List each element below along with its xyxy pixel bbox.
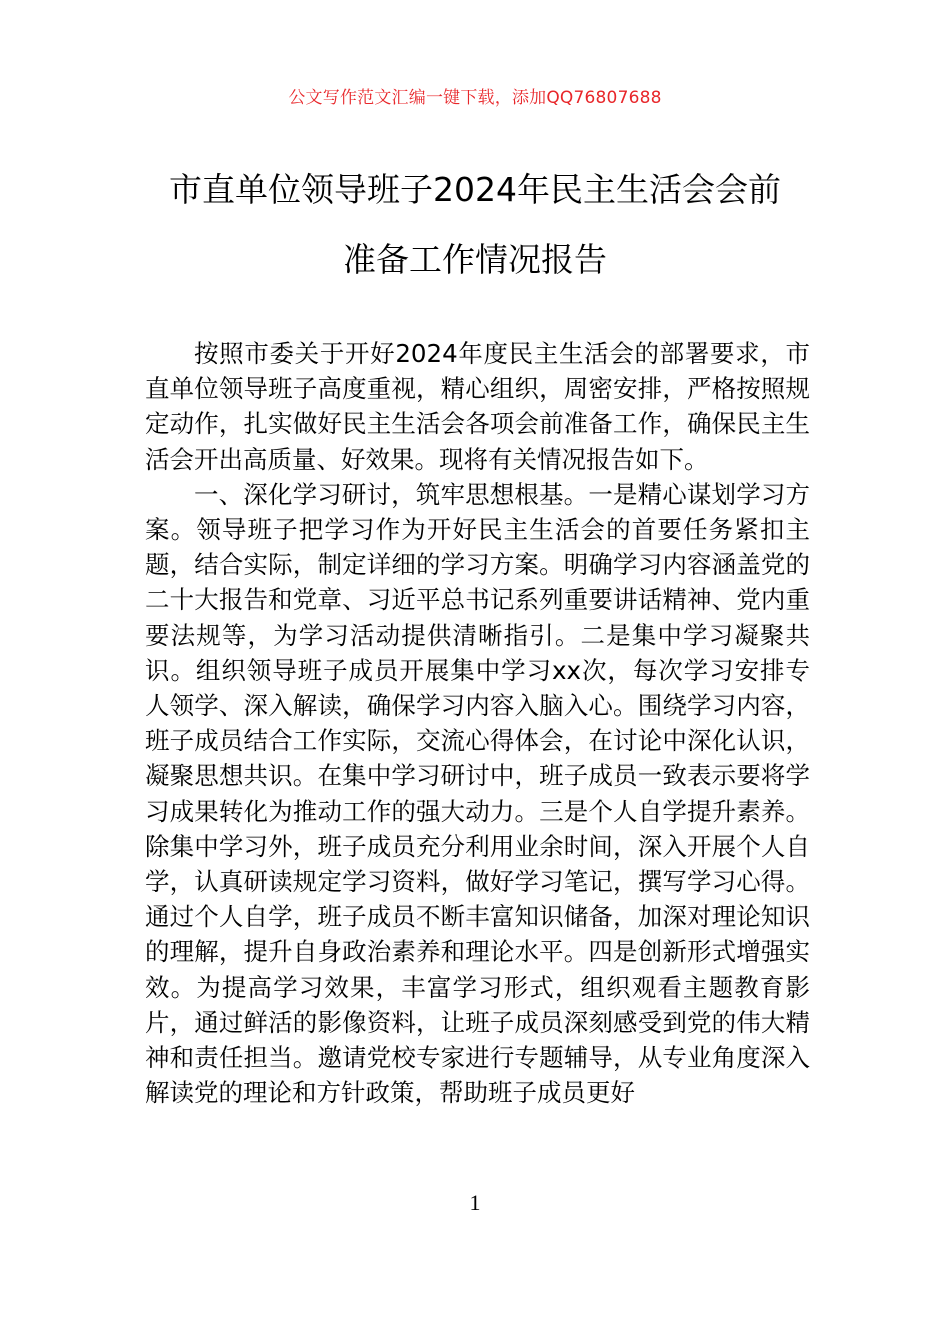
watermark-header: 公文写作范文汇编一键下载，添加QQ76807688 bbox=[288, 88, 662, 108]
document-title-line-1: 市直单位领导班子2024年民主生活会会前 bbox=[169, 170, 781, 209]
paragraph-section-1: 一、深化学习研讨，筑牢思想根基。一是精心谋划学习方案。领导班子把学习作为开好民主生活会的首要任务紧扣主题，结合实际，制定详细的学习方案。明确学习内容涵盖党的二十大报告和党章、习近平总书记系列重要讲话精神、党内重要法规等，为学习活动提供清晰指引。二是集中学习凝聚共识。组织领导班子成员开展集中学习xx次，每次学习安排专人领学、深入解读，确保学习内容入脑入心。围绕学习内容，班子成员结合工作实际，交流心得体会，在讨论中深化认识，凝聚思想共识。在集中学习研讨中，班子成员一致表示要将学习成果转化为推动工作的强大动力。三是个人自学提升素养。除集中学习外，班子成员充分利用业余时间，深入开展个人自学，认真研读规定学习资料，做好学习笔记，撰写学习心得。通过个人自学，班子成员不断丰富知识储备，加深对理论知识的理解，提升自身政治素养和理论水平。四是创新形式增强实效。为提高学习效果，丰富学习形式，组织观看主题教育影片，通过鲜活的影像资料，让班子成员深刻感受到党的伟大精神和责任担当。邀请党校专家进行专题辅导，从专业角度深入解读党的理论和方针政策，帮助班子成员更好 bbox=[145, 479, 810, 1108]
document-body bbox=[145, 336, 810, 1110]
paragraph-intro: 按照市委关于开好2024年度民主生活会的部署要求，市直单位领导班子高度重视，精心组织，周密安排，严格按照规定动作，扎实做好民主生活会各项会前准备工作，确保民主生活会开出高质量、好效果。现将有关情况报告如下。 bbox=[145, 339, 810, 474]
document-title-line-2: 准备工作情况报告 bbox=[343, 240, 607, 279]
page-number: 1 bbox=[469, 1190, 481, 1215]
